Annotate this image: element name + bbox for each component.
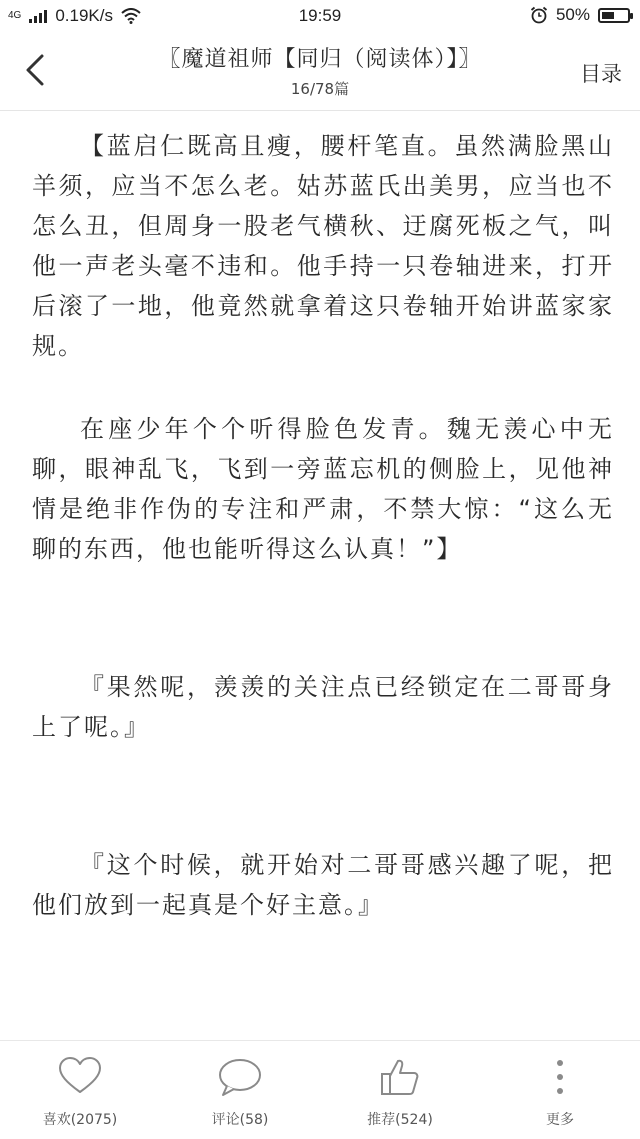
heart-icon xyxy=(58,1057,102,1095)
thumbs-up-icon xyxy=(380,1057,420,1097)
alarm-icon xyxy=(530,6,548,24)
page-title: 〖魔道祖师【同归（阅读体）】〗 xyxy=(158,47,482,72)
like-label: 喜欢(2075) xyxy=(42,1112,118,1128)
battery-percent: 50% xyxy=(555,5,590,24)
comment-button[interactable] xyxy=(160,1041,320,1139)
reading-content xyxy=(32,126,614,925)
clock: 19:59 xyxy=(298,6,342,25)
bottom-action-bar xyxy=(0,1040,640,1139)
chapter-progress: 16/78篇 xyxy=(290,80,350,98)
paragraph: 『果然呢，羡羡的关注点已经锁定在二哥哥身上了呢。』 xyxy=(32,673,614,741)
reader-header xyxy=(0,34,640,111)
paragraph: 『这个时候，就开始对二哥哥感兴趣了呢，把他们放到一起真是个好主意。』 xyxy=(32,851,614,919)
status-right xyxy=(530,5,630,25)
comment-label: 评论(58) xyxy=(211,1112,269,1128)
battery-icon xyxy=(598,8,630,23)
network-type: 4G xyxy=(8,10,22,21)
more-vertical-icon xyxy=(554,1057,566,1097)
back-icon[interactable] xyxy=(18,50,54,90)
recommend-label: 推荐(524) xyxy=(367,1112,433,1128)
recommend-button[interactable] xyxy=(320,1041,480,1139)
more-label: 更多 xyxy=(546,1112,574,1128)
more-button[interactable] xyxy=(480,1041,640,1139)
network-speed: 0.19K/s xyxy=(55,6,113,25)
paragraph: 【蓝启仁既高且瘦，腰杆笔直。虽然满脸黑山羊须，应当不怎么老。姑苏蓝氏出美男，应当也不怎么丑，但周身一股老气横秋、迂腐死板之气，叫他一声老头毫不违和。他手持一只卷轴进来，打开后滚了一地，他竟然就拿着这只卷轴开始讲蓝家家规。 xyxy=(32,132,614,360)
comment-icon xyxy=(217,1057,263,1097)
status-bar xyxy=(0,0,640,34)
toc-button[interactable]: 目录 xyxy=(580,62,622,86)
like-button[interactable] xyxy=(0,1041,160,1139)
paragraph: 在座少年个个听得脸色发青。魏无羡心中无聊，眼神乱飞，飞到一旁蓝忘机的侧脸上，见他神情是绝非作伪的专注和严肃，不禁大惊：“这么无聊的东西，他也能听得这么认真！”】 xyxy=(32,415,614,563)
